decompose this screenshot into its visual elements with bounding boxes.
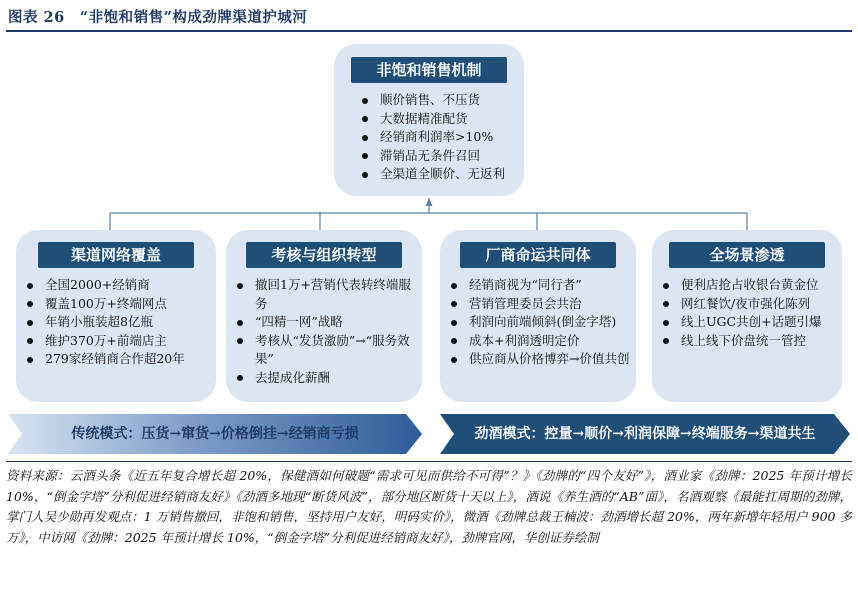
- list-item: 线上线下价盘统一管控: [661, 332, 837, 351]
- assessment-transformation-box: [226, 230, 422, 402]
- list-item: 年销小瓶装超8亿瓶: [25, 313, 213, 332]
- list-item: 维护370万+前端店主: [25, 332, 213, 351]
- list-item: 滞销品无条件召回: [360, 147, 510, 166]
- connector-arrowhead: [426, 198, 433, 206]
- shared-destiny-list: [449, 276, 631, 369]
- list-item: 网红餐饮/夜市强化陈列: [661, 295, 837, 314]
- full-scene-header: 全场景渗透: [669, 242, 825, 268]
- channel-coverage-header: 渠道网络覆盖: [38, 242, 194, 268]
- source-divider: [6, 461, 852, 462]
- list-item: 线上UGC共创+话题引爆: [661, 313, 837, 332]
- list-item: 营销管理委员会共治: [449, 295, 631, 314]
- title-divider: [6, 30, 852, 32]
- list-item: 利润向前端倾斜(倒金字塔): [449, 313, 631, 332]
- list-item: 全国2000+经销商: [25, 276, 213, 295]
- assessment-transformation-header: 考核与组织转型: [246, 242, 402, 268]
- list-item: 大数据精准配货: [360, 110, 510, 129]
- figure-title: 图表 26 “非饱和销售”构成劲牌渠道护城河: [8, 9, 308, 26]
- list-item: 覆盖100万+终端网点: [25, 295, 213, 314]
- shared-destiny-box: [440, 230, 636, 402]
- list-item: 考核从“发货激励”→“服务效果”: [235, 332, 419, 369]
- jingjiu-model-banner: [440, 414, 850, 454]
- list-item: 撤回1万+营销代表转终端服务: [235, 276, 419, 313]
- list-item: 经销商利润率>10%: [360, 128, 510, 147]
- channel-coverage-box: [16, 230, 216, 402]
- channel-coverage-list: [25, 276, 213, 369]
- shared-destiny-header: 厂商命运共同体: [460, 242, 616, 268]
- list-item: 成本+利润透明定价: [449, 332, 631, 351]
- mechanism-box: [334, 44, 524, 196]
- list-item: “四精一网”战略: [235, 313, 419, 332]
- list-item: 全渠道全顺价、无返利: [360, 165, 510, 184]
- list-item: 经销商视为“同行者”: [449, 276, 631, 295]
- list-item: 279家经销商合作超20年: [25, 350, 213, 369]
- traditional-model-banner: [8, 414, 422, 454]
- full-scene-list: [661, 276, 837, 350]
- source-note: 资料来源：云酒头条《近五年复合增长超 20%，保健酒如何破题“需求可见而供给不可得”？》《劲牌的“四个友好”》，酒业家《劲牌：2025 年预计增长 10%，“倒金字塔”分利促进经销商友好》《劲酒多地现“断货风波”，部分地区断货十天以上》，酒说《养生酒的“AB”面》，名酒观察《最能扛周期的劲牌，掌门人吴少勋再发观点：1 万销售撤回，非饱和销售，坚持用户友好，明码实价》，微酒《劲牌总裁王楠波：劲酒增长超 20%，两年新增年轻用户 900 多万》，中访网《劲牌：2025 年预计增长 10%，“倒金字塔”分利促进经销商友好》，劲牌官网，华创证券绘制: [6, 468, 852, 545]
- list-item: 便利店抢占收银台黄金位: [661, 276, 837, 295]
- assessment-transformation-list: [235, 276, 419, 387]
- list-item: 顺价销售、不压货: [360, 91, 510, 110]
- list-item: 去提成化薪酬: [235, 369, 419, 388]
- jingjiu-model-label: 劲酒模式：控量→顺价→利润保障→终端服务→渠道共生: [474, 426, 816, 442]
- mechanism-box-list: [360, 91, 510, 184]
- mechanism-box-header: 非饱和销售机制: [351, 57, 507, 83]
- traditional-model-label: 传统模式：压货→窜货→价格倒挂→经销商亏损: [71, 426, 359, 442]
- list-item: 供应商从价格博弈→价值共创: [449, 350, 631, 369]
- full-scene-box: [652, 230, 842, 402]
